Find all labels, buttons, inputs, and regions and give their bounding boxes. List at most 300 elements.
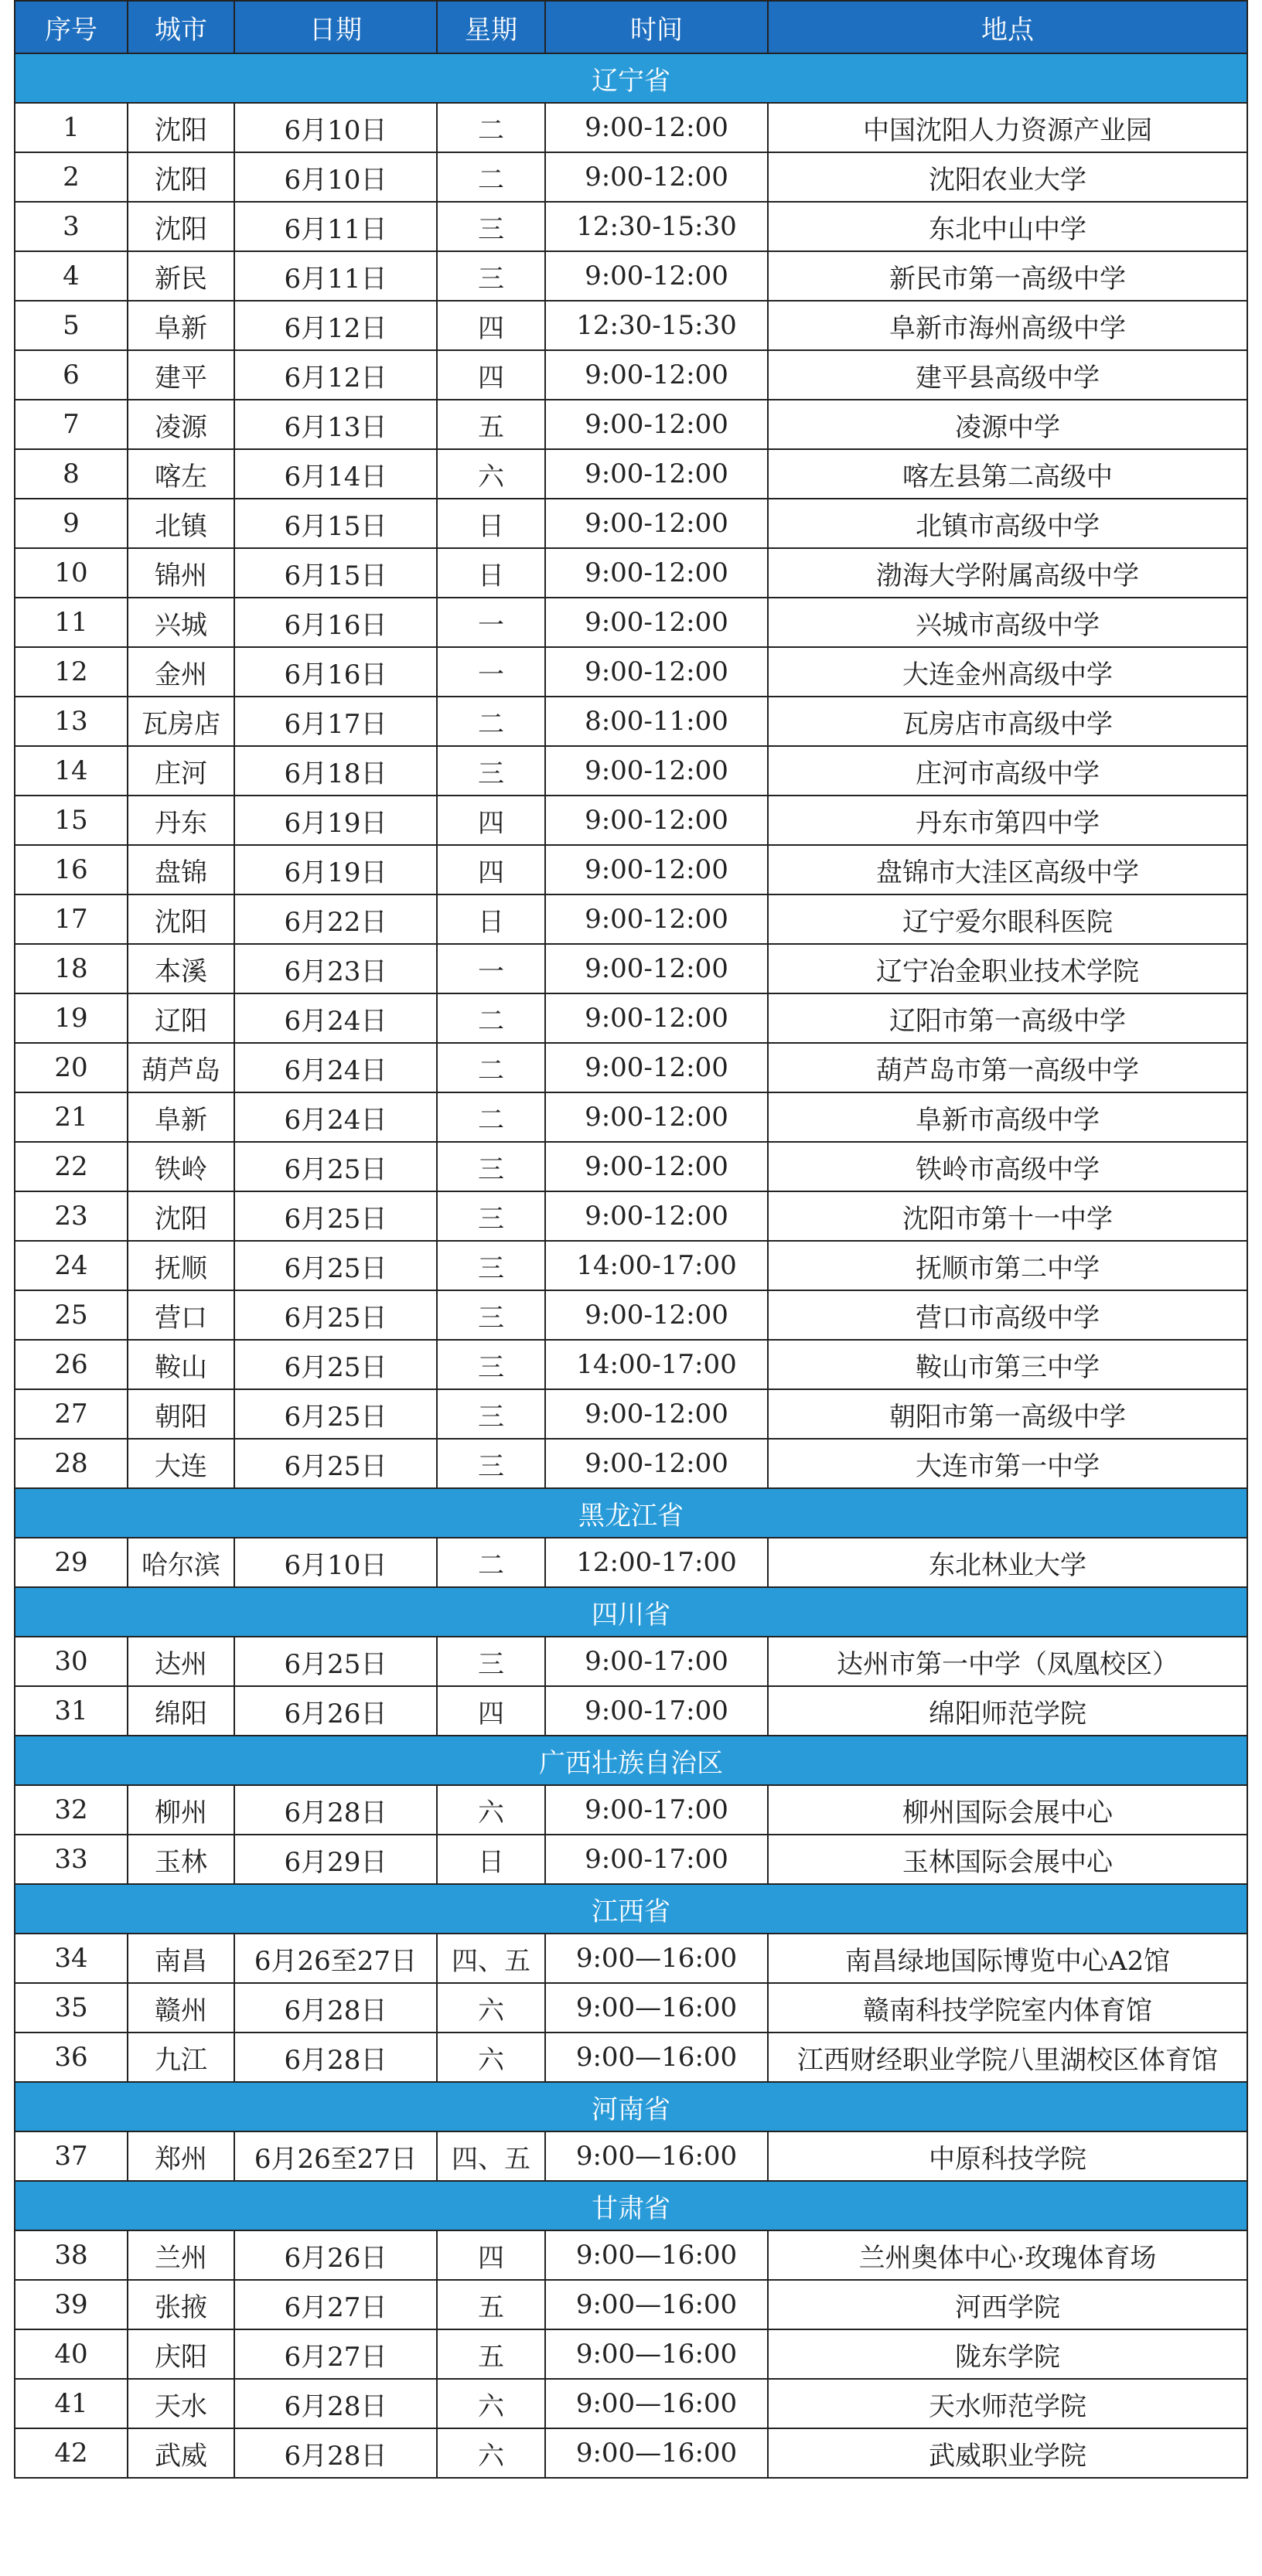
region-row [15, 1884, 1247, 1934]
cell-weekday: 日 [437, 894, 545, 944]
cell-city: 庄河 [128, 746, 234, 796]
cell-time: 9:00-12:00 [545, 894, 768, 944]
header-location: 地点 [768, 1, 1247, 53]
cell-time: 9:00-12:00 [545, 1290, 768, 1340]
cell-location: 盘锦市大洼区高级中学 [768, 845, 1247, 894]
region-label: 江西省 [15, 1884, 1247, 1934]
cell-date: 6月15日 [234, 499, 437, 548]
table-row [15, 2428, 1247, 2478]
table-row [15, 1191, 1247, 1241]
table-row [15, 1686, 1247, 1736]
table-row [15, 350, 1247, 400]
cell-city: 庆阳 [128, 2329, 234, 2379]
cell-weekday: 二 [437, 152, 545, 202]
cell-date: 6月11日 [234, 202, 437, 251]
header-city: 城市 [128, 1, 234, 53]
table-row [15, 301, 1247, 350]
region-row [15, 1488, 1247, 1538]
table-row [15, 1290, 1247, 1340]
cell-city: 葫芦岛 [128, 1043, 234, 1092]
cell-date: 6月25日 [234, 1637, 437, 1686]
region-label: 甘肃省 [15, 2181, 1247, 2230]
cell-index: 8 [15, 449, 128, 499]
cell-date: 6月28日 [234, 1983, 437, 2033]
cell-city: 哈尔滨 [128, 1538, 234, 1587]
cell-time: 9:00-12:00 [545, 499, 768, 548]
cell-time: 9:00-17:00 [545, 1835, 768, 1884]
cell-city: 南昌 [128, 1934, 234, 1983]
cell-date: 6月28日 [234, 1785, 437, 1835]
cell-date: 6月26至27日 [234, 2131, 437, 2181]
table-row [15, 548, 1247, 598]
cell-city: 辽阳 [128, 993, 234, 1043]
cell-date: 6月25日 [234, 1191, 437, 1241]
cell-location: 中国沈阳人力资源产业园 [768, 103, 1247, 152]
region-label: 辽宁省 [15, 53, 1247, 103]
cell-time: 9:00—16:00 [545, 2428, 768, 2478]
table-row [15, 1983, 1247, 2033]
cell-weekday: 三 [437, 1142, 545, 1191]
header-time: 时间 [545, 1, 768, 53]
cell-time: 9:00-12:00 [545, 746, 768, 796]
cell-index: 1 [15, 103, 128, 152]
cell-index: 5 [15, 301, 128, 350]
cell-weekday: 六 [437, 449, 545, 499]
cell-time: 9:00-12:00 [545, 1191, 768, 1241]
table-row [15, 993, 1247, 1043]
cell-date: 6月25日 [234, 1290, 437, 1340]
cell-index: 26 [15, 1340, 128, 1389]
cell-city: 沈阳 [128, 1191, 234, 1241]
cell-location: 玉林国际会展中心 [768, 1835, 1247, 1884]
cell-location: 渤海大学附属高级中学 [768, 548, 1247, 598]
cell-location: 绵阳师范学院 [768, 1686, 1247, 1736]
cell-time: 9:00—16:00 [545, 2379, 768, 2428]
cell-city: 凌源 [128, 400, 234, 449]
cell-weekday: 日 [437, 1835, 545, 1884]
cell-time: 9:00—16:00 [545, 1983, 768, 2033]
cell-city: 本溪 [128, 944, 234, 993]
cell-date: 6月13日 [234, 400, 437, 449]
cell-index: 22 [15, 1142, 128, 1191]
cell-city: 柳州 [128, 1785, 234, 1835]
cell-index: 6 [15, 350, 128, 400]
cell-time: 9:00-12:00 [545, 944, 768, 993]
cell-city: 北镇 [128, 499, 234, 548]
cell-weekday: 五 [437, 400, 545, 449]
cell-city: 大连 [128, 1439, 234, 1488]
cell-index: 35 [15, 1983, 128, 2033]
table-row [15, 1439, 1247, 1488]
table-row [15, 1835, 1247, 1884]
cell-location: 鞍山市第三中学 [768, 1340, 1247, 1389]
cell-weekday: 三 [437, 1439, 545, 1488]
cell-weekday: 三 [437, 746, 545, 796]
cell-date: 6月26日 [234, 1686, 437, 1736]
cell-index: 15 [15, 796, 128, 845]
cell-date: 6月24日 [234, 1043, 437, 1092]
cell-index: 34 [15, 1934, 128, 1983]
cell-weekday: 二 [437, 1538, 545, 1587]
region-row [15, 53, 1247, 103]
cell-date: 6月28日 [234, 2428, 437, 2478]
cell-date: 6月14日 [234, 449, 437, 499]
cell-weekday: 三 [437, 251, 545, 301]
cell-city: 营口 [128, 1290, 234, 1340]
table-row [15, 1043, 1247, 1092]
table-row [15, 2131, 1247, 2181]
cell-date: 6月12日 [234, 301, 437, 350]
cell-city: 达州 [128, 1637, 234, 1686]
header-row [15, 1, 1247, 53]
cell-city: 兴城 [128, 598, 234, 647]
cell-city: 天水 [128, 2379, 234, 2428]
cell-date: 6月10日 [234, 103, 437, 152]
cell-weekday: 日 [437, 499, 545, 548]
cell-index: 42 [15, 2428, 128, 2478]
cell-index: 2 [15, 152, 128, 202]
cell-index: 19 [15, 993, 128, 1043]
cell-time: 12:30-15:30 [545, 202, 768, 251]
cell-time: 9:00-12:00 [545, 449, 768, 499]
table-row [15, 796, 1247, 845]
cell-index: 11 [15, 598, 128, 647]
cell-time: 9:00-12:00 [545, 1043, 768, 1092]
cell-time: 9:00-12:00 [545, 103, 768, 152]
cell-location: 江西财经职业学院八里湖校区体育馆 [768, 2033, 1247, 2082]
cell-location: 武威职业学院 [768, 2428, 1247, 2478]
cell-time: 9:00—16:00 [545, 2280, 768, 2329]
cell-date: 6月10日 [234, 152, 437, 202]
cell-weekday: 四、五 [437, 2131, 545, 2181]
cell-index: 3 [15, 202, 128, 251]
cell-location: 南昌绿地国际博览中心A2馆 [768, 1934, 1247, 1983]
cell-city: 赣州 [128, 1983, 234, 2033]
cell-location: 朝阳市第一高级中学 [768, 1389, 1247, 1439]
cell-location: 瓦房店市高级中学 [768, 697, 1247, 746]
cell-city: 铁岭 [128, 1142, 234, 1191]
cell-time: 9:00—16:00 [545, 2329, 768, 2379]
cell-index: 10 [15, 548, 128, 598]
cell-weekday: 四 [437, 796, 545, 845]
cell-time: 8:00-11:00 [545, 697, 768, 746]
cell-time: 9:00-12:00 [545, 796, 768, 845]
cell-time: 9:00-12:00 [545, 152, 768, 202]
cell-index: 7 [15, 400, 128, 449]
cell-city: 朝阳 [128, 1389, 234, 1439]
region-label: 黑龙江省 [15, 1488, 1247, 1538]
cell-time: 9:00-12:00 [545, 1142, 768, 1191]
cell-location: 庄河市高级中学 [768, 746, 1247, 796]
cell-location: 大连金州高级中学 [768, 647, 1247, 697]
cell-city: 阜新 [128, 1092, 234, 1142]
cell-location: 辽宁爱尔眼科医院 [768, 894, 1247, 944]
cell-city: 建平 [128, 350, 234, 400]
cell-index: 38 [15, 2230, 128, 2280]
cell-location: 中原科技学院 [768, 2131, 1247, 2181]
cell-location: 铁岭市高级中学 [768, 1142, 1247, 1191]
table-row [15, 2329, 1247, 2379]
cell-index: 18 [15, 944, 128, 993]
cell-time: 9:00—16:00 [545, 2230, 768, 2280]
cell-date: 6月17日 [234, 697, 437, 746]
cell-date: 6月24日 [234, 993, 437, 1043]
cell-date: 6月19日 [234, 845, 437, 894]
cell-location: 阜新市高级中学 [768, 1092, 1247, 1142]
table-row [15, 400, 1247, 449]
cell-time: 9:00-17:00 [545, 1686, 768, 1736]
cell-time: 14:00-17:00 [545, 1340, 768, 1389]
cell-weekday: 四 [437, 1686, 545, 1736]
cell-weekday: 六 [437, 2379, 545, 2428]
cell-date: 6月19日 [234, 796, 437, 845]
cell-date: 6月25日 [234, 1439, 437, 1488]
cell-time: 9:00-12:00 [545, 251, 768, 301]
cell-weekday: 日 [437, 548, 545, 598]
cell-city: 沈阳 [128, 202, 234, 251]
table-row [15, 647, 1247, 697]
cell-city: 鞍山 [128, 1340, 234, 1389]
table-row [15, 103, 1247, 152]
table-row [15, 152, 1247, 202]
cell-weekday: 六 [437, 1785, 545, 1835]
cell-time: 14:00-17:00 [545, 1241, 768, 1290]
cell-location: 大连市第一中学 [768, 1439, 1247, 1488]
cell-date: 6月11日 [234, 251, 437, 301]
cell-location: 抚顺市第二中学 [768, 1241, 1247, 1290]
cell-date: 6月28日 [234, 2379, 437, 2428]
cell-index: 9 [15, 499, 128, 548]
table-row [15, 598, 1247, 647]
cell-weekday: 三 [437, 1241, 545, 1290]
cell-index: 31 [15, 1686, 128, 1736]
cell-index: 40 [15, 2329, 128, 2379]
cell-location: 沈阳市第十一中学 [768, 1191, 1247, 1241]
cell-weekday: 一 [437, 647, 545, 697]
cell-time: 9:00-12:00 [545, 647, 768, 697]
table-row [15, 449, 1247, 499]
cell-time: 9:00-12:00 [545, 993, 768, 1043]
cell-location: 营口市高级中学 [768, 1290, 1247, 1340]
cell-time: 12:00-17:00 [545, 1538, 768, 1587]
cell-index: 20 [15, 1043, 128, 1092]
cell-index: 14 [15, 746, 128, 796]
cell-index: 37 [15, 2131, 128, 2181]
cell-city: 抚顺 [128, 1241, 234, 1290]
cell-location: 天水师范学院 [768, 2379, 1247, 2428]
table-row [15, 499, 1247, 548]
cell-location: 东北林业大学 [768, 1538, 1247, 1587]
cell-location: 赣南科技学院室内体育馆 [768, 1983, 1247, 2033]
cell-date: 6月25日 [234, 1389, 437, 1439]
table-row [15, 202, 1247, 251]
table-row [15, 1538, 1247, 1587]
cell-city: 九江 [128, 2033, 234, 2082]
cell-index: 25 [15, 1290, 128, 1340]
cell-city: 郑州 [128, 2131, 234, 2181]
cell-date: 6月24日 [234, 1092, 437, 1142]
cell-date: 6月15日 [234, 548, 437, 598]
table-row [15, 845, 1247, 894]
cell-location: 葫芦岛市第一高级中学 [768, 1043, 1247, 1092]
cell-city: 喀左 [128, 449, 234, 499]
cell-time: 9:00-12:00 [545, 1092, 768, 1142]
cell-weekday: 二 [437, 993, 545, 1043]
table-row [15, 2379, 1247, 2428]
table-row [15, 2230, 1247, 2280]
cell-index: 28 [15, 1439, 128, 1488]
cell-date: 6月28日 [234, 2033, 437, 2082]
region-row [15, 2082, 1247, 2131]
cell-date: 6月16日 [234, 647, 437, 697]
cell-city: 瓦房店 [128, 697, 234, 746]
cell-date: 6月16日 [234, 598, 437, 647]
cell-time: 9:00-12:00 [545, 598, 768, 647]
cell-index: 23 [15, 1191, 128, 1241]
cell-index: 24 [15, 1241, 128, 1290]
cell-weekday: 三 [437, 202, 545, 251]
cell-date: 6月25日 [234, 1340, 437, 1389]
header-weekday: 星期 [437, 1, 545, 53]
cell-weekday: 二 [437, 103, 545, 152]
cell-date: 6月29日 [234, 1835, 437, 1884]
cell-time: 9:00-12:00 [545, 845, 768, 894]
cell-weekday: 四 [437, 301, 545, 350]
cell-city: 金州 [128, 647, 234, 697]
cell-location: 新民市第一高级中学 [768, 251, 1247, 301]
table-row [15, 1389, 1247, 1439]
cell-time: 9:00-17:00 [545, 1785, 768, 1835]
cell-date: 6月25日 [234, 1241, 437, 1290]
cell-index: 32 [15, 1785, 128, 1835]
region-label: 河南省 [15, 2082, 1247, 2131]
cell-index: 21 [15, 1092, 128, 1142]
cell-weekday: 四、五 [437, 1934, 545, 1983]
cell-index: 36 [15, 2033, 128, 2082]
cell-location: 喀左县第二高级中 [768, 449, 1247, 499]
cell-location: 辽宁冶金职业技术学院 [768, 944, 1247, 993]
cell-city: 兰州 [128, 2230, 234, 2280]
table-row [15, 2033, 1247, 2082]
cell-date: 6月18日 [234, 746, 437, 796]
cell-weekday: 二 [437, 1092, 545, 1142]
cell-city: 新民 [128, 251, 234, 301]
cell-date: 6月26至27日 [234, 1934, 437, 1983]
cell-index: 30 [15, 1637, 128, 1686]
cell-weekday: 三 [437, 1389, 545, 1439]
cell-index: 4 [15, 251, 128, 301]
cell-index: 39 [15, 2280, 128, 2329]
cell-city: 阜新 [128, 301, 234, 350]
cell-location: 沈阳农业大学 [768, 152, 1247, 202]
cell-location: 阜新市海州高级中学 [768, 301, 1247, 350]
cell-index: 27 [15, 1389, 128, 1439]
cell-time: 9:00-12:00 [545, 350, 768, 400]
cell-weekday: 三 [437, 1290, 545, 1340]
cell-time: 9:00-12:00 [545, 400, 768, 449]
cell-city: 沈阳 [128, 103, 234, 152]
schedule-table [14, 0, 1248, 2479]
table-row [15, 1092, 1247, 1142]
cell-weekday: 二 [437, 697, 545, 746]
cell-time: 12:30-15:30 [545, 301, 768, 350]
cell-index: 33 [15, 1835, 128, 1884]
cell-index: 29 [15, 1538, 128, 1587]
cell-weekday: 三 [437, 1191, 545, 1241]
table-row [15, 1142, 1247, 1191]
cell-weekday: 三 [437, 1637, 545, 1686]
cell-location: 陇东学院 [768, 2329, 1247, 2379]
cell-weekday: 四 [437, 350, 545, 400]
table-row [15, 1340, 1247, 1389]
cell-location: 河西学院 [768, 2280, 1247, 2329]
cell-date: 6月10日 [234, 1538, 437, 1587]
cell-weekday: 五 [437, 2280, 545, 2329]
cell-index: 16 [15, 845, 128, 894]
cell-city: 沈阳 [128, 152, 234, 202]
table-row [15, 697, 1247, 746]
table-row [15, 746, 1247, 796]
cell-city: 武威 [128, 2428, 234, 2478]
cell-location: 丹东市第四中学 [768, 796, 1247, 845]
cell-city: 锦州 [128, 548, 234, 598]
cell-location: 兴城市高级中学 [768, 598, 1247, 647]
cell-weekday: 一 [437, 598, 545, 647]
cell-location: 凌源中学 [768, 400, 1247, 449]
cell-time: 9:00—16:00 [545, 1934, 768, 1983]
cell-weekday: 二 [437, 1043, 545, 1092]
cell-city: 沈阳 [128, 894, 234, 944]
cell-index: 13 [15, 697, 128, 746]
cell-location: 柳州国际会展中心 [768, 1785, 1247, 1835]
cell-city: 玉林 [128, 1835, 234, 1884]
cell-weekday: 五 [437, 2329, 545, 2379]
cell-date: 6月25日 [234, 1142, 437, 1191]
header-date: 日期 [234, 1, 437, 53]
cell-index: 12 [15, 647, 128, 697]
cell-date: 6月12日 [234, 350, 437, 400]
cell-time: 9:00—16:00 [545, 2131, 768, 2181]
cell-weekday: 三 [437, 1340, 545, 1389]
region-label: 四川省 [15, 1587, 1247, 1637]
cell-city: 绵阳 [128, 1686, 234, 1736]
table-row [15, 1637, 1247, 1686]
region-row [15, 2181, 1247, 2230]
cell-weekday: 四 [437, 2230, 545, 2280]
cell-date: 6月23日 [234, 944, 437, 993]
cell-weekday: 六 [437, 2033, 545, 2082]
cell-location: 北镇市高级中学 [768, 499, 1247, 548]
cell-time: 9:00-17:00 [545, 1637, 768, 1686]
cell-time: 9:00-12:00 [545, 1439, 768, 1488]
cell-index: 17 [15, 894, 128, 944]
cell-weekday: 六 [437, 1983, 545, 2033]
cell-weekday: 一 [437, 944, 545, 993]
header-index: 序号 [15, 1, 128, 53]
cell-time: 9:00—16:00 [545, 2033, 768, 2082]
table-body [15, 53, 1247, 2478]
table-row [15, 1241, 1247, 1290]
region-label: 广西壮族自治区 [15, 1736, 1247, 1785]
cell-location: 兰州奥体中心·玫瑰体育场 [768, 2230, 1247, 2280]
cell-city: 丹东 [128, 796, 234, 845]
cell-location: 东北中山中学 [768, 202, 1247, 251]
region-row [15, 1736, 1247, 1785]
table-row [15, 2280, 1247, 2329]
table-row [15, 1934, 1247, 1983]
cell-date: 6月26日 [234, 2230, 437, 2280]
table-row [15, 1785, 1247, 1835]
